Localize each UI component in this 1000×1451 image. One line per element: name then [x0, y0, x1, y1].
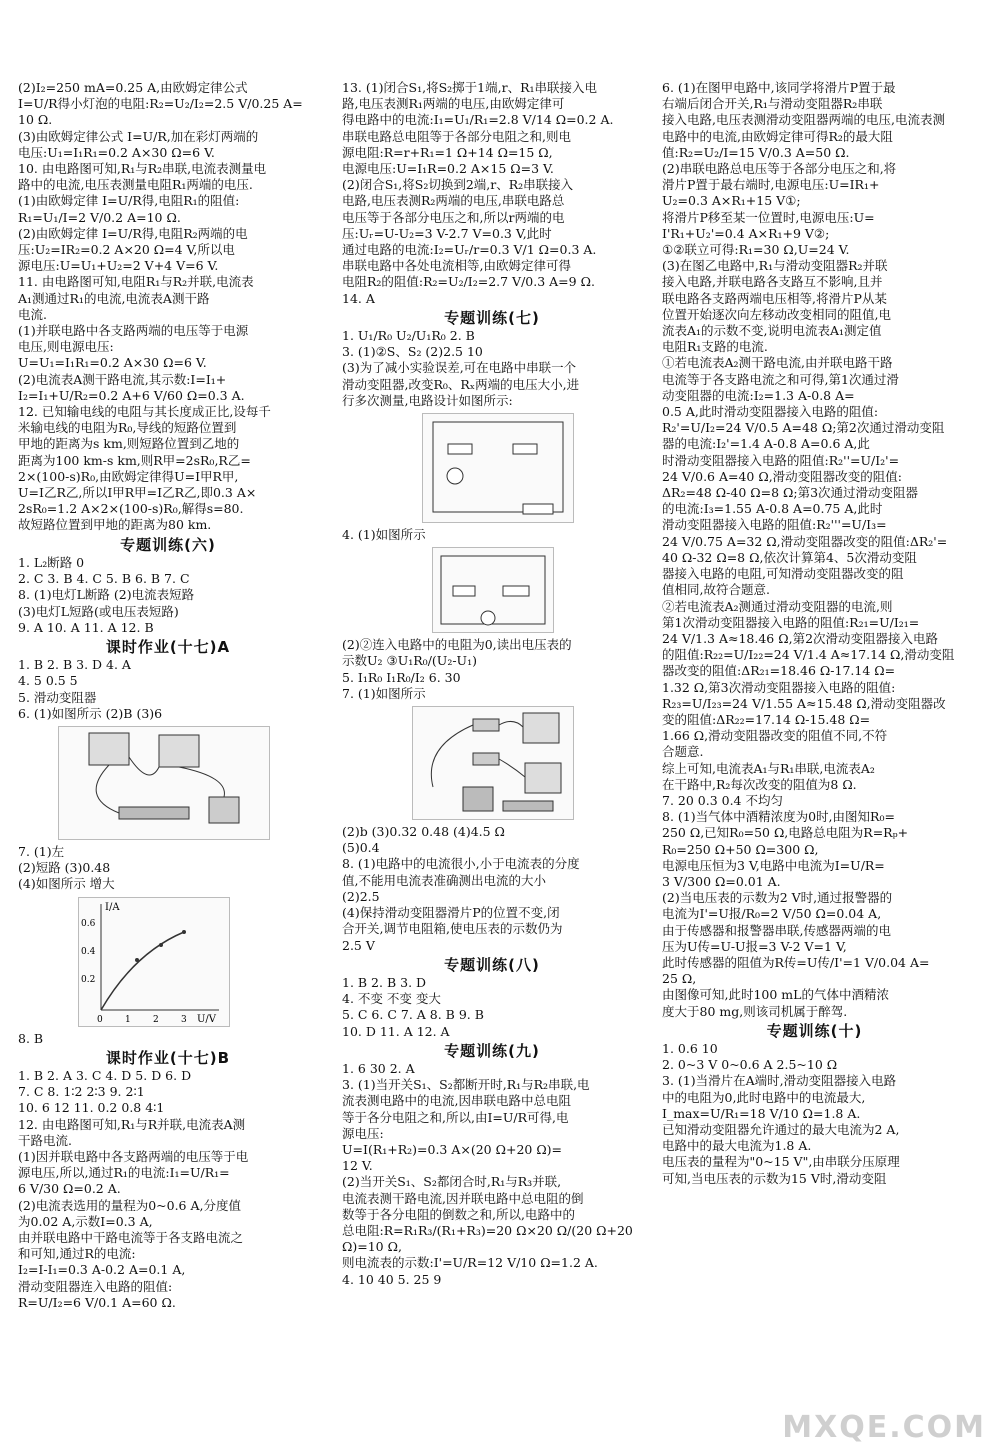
- answer-column-middle: [342, 80, 642, 1288]
- graph-x-label: U/V: [197, 1013, 217, 1025]
- graph-x-tick: 2: [153, 1014, 159, 1025]
- graph-y-label: I/A: [105, 901, 120, 913]
- site-watermark: MXQE.COM: [782, 1410, 986, 1445]
- answer-block: 6. (1)在图甲电路中,该同学将滑片P置于最 右端后闭合开关,R₁与滑动变阻器R₂串联 接入电路,电压表测滑动变阻器两端的电压,电流表测 电路中的电流,由欧姆定律可得R₂的最大阻 值:R₂=U₂/I=15 V/0.3 A=50 Ω. (2)串联电路总电压等于各部分电压之和,将 滑片P置于最右端时,电源电压:U=IR₁+ U₂=0.3 A×R₁+15 V①; 将滑片P移至某一位置时,电源电压:U= I'R₁+U₂'=0.4 A×R₁+9 V②; ①②联立可得:R₁=30 Ω,U=24 V. (3)在图乙电路中,R₁与滑动变阻器R₂并联 接入电路,并联电路各支路互不影响,且并 联电路各支路两端电压相等,将滑片P从某 位置开始逐次向左移动改变相同的阻值,电 流表A₁的示数不变,说明电流表A₁测定值 电阻R₁支路的电流. ①若电流表A₂测干路电流,由并联电路干路 电流等于各支路电流之和可得,第1次通过滑 动变阻器的电流:I₂=1.3 A-0.8 A= 0.5 A,此时滑动变阻器接入电路的阻值: R₂'=U/I₂=24 V/0.5 A=48 Ω;第2次通过滑动变阻 器的电流:I₂'=1.4 A-0.8 A=0.6 A,此 时滑动变阻器接入电路的阻值:R₂''=U/I₂'= 24 V/0.6 A=40 Ω,滑动变阻器改变的阻值: ΔR₂=48 Ω-40 Ω=8 Ω;第3次通过滑动变阻器 的电流:I₃=1.55 A-0.8 A=0.75 A,此时 滑动变阻器接入电路的阻值:R₂'''=U/I₃= 24 V/0.75 A=32 Ω,滑动变阻器改变的阻值:ΔR₂'= 40 Ω-32 Ω=8 Ω,依次计算第4、5次滑动变阻 器接入电路的电阻,可知滑动变阻器改变的阻 值相同,故符合题意. ②若电流表A₂测通过滑动变阻器的电流,则 第1次滑动变阻器接入电路的阻值:R₂₁=U/I₂₁= 24 V/1.3 A≈18.46 Ω,第2次滑动变阻器接入电路 的阻值:R₂₂=U/I₂₂=24 V/1.4 A≈17.14 Ω,滑动变阻 器改变的阻值:ΔR₂₁=18.46 Ω-17.14 Ω= 1.32 Ω,第3次滑动变阻器接入电路的阻值: R₂₃=U/I₂₃=24 V/1.55 A≈15.48 Ω,滑动变阻器改 变的阻值:ΔR₂₂=17.14 Ω-15.48 Ω= 1.66 Ω,滑动变阻器改变的阻值不同,不符 合题意. 综上可知,电流表A₁与R₁串联,电流表A₂ 在干路中,R₂每次改变的阻值为8 Ω. 7. 20 0.3 0.4 不均匀 8. (1)当气体中酒精浓度为0时,由图知R₀= 250 Ω,已知R₀=50 Ω,电路总电阻为R=Rₚ+ R₀=250 Ω+50 Ω=300 Ω, 电源电压恒为3 V,电路中电流为I=U/R= 3 V/300 Ω=0.01 A. (2)当电压表的示数为2 V时,通过报警器的 电流为I'=U报/R₀=2 V/50 Ω=0.04 A, 由于传感器和报警器串联,传感器两端的电 压为U传=U-U报=3 V-2 V=1 V, 此时传感器的阻值为R传=U传/I'=1 V/0.04 A= 25 Ω, 由图像可知,此时100 mL的气体中酒精浓 度大于80 mg,则该司机属于醉驾.: [662, 80, 955, 1019]
- circuit-diagram: [432, 547, 554, 633]
- circuit-photo-figure: [412, 706, 574, 820]
- answer-block: 4. (1)如图所示: [342, 527, 426, 543]
- section-heading: 专题训练(十): [766, 1021, 863, 1040]
- answer-block: (2)②连入电路中的电阻为0,读出电压表的 示数U₂ ③U₁R₀/(U₂-U₁) 5. I₁R₀ I₁R₀/I₂ 6. 30 7. (1)如图所示: [342, 637, 572, 701]
- section-heading: 专题训练(六): [120, 535, 216, 554]
- answer-block: 8. B: [18, 1030, 44, 1046]
- graph-x-tick: 3: [181, 1014, 187, 1025]
- section-heading: 专题训练(九): [444, 1041, 540, 1060]
- answer-block: 12. 已知输电线的电阻与其长度成正比,设每千 米输电线的电阻为R₀,导线的短路位置到 甲地的距离为s km,则短路位置到乙地的 距离为100 km-s km,则R甲=2sR₀,R乙= 2×(100-s)R₀,由欧姆定律得U=I甲R甲, U=I乙R乙,所以I甲R甲=I乙R乙,即0.3 A× 2sR₀=1.2 A×2×(100-s)R₀,解得s=80. 故短路位置到甲地的距离为80 km.: [18, 404, 271, 533]
- answer-block: 14. A: [342, 290, 375, 306]
- section-heading: 课时作业(十七)A: [105, 637, 231, 656]
- circuit-photo-figure: [58, 726, 270, 840]
- answer-block: 1. B 2. B 3. D 4. 不变 不变 变大 5. C 6. C 7. A 8. B 9. B 10. D 11. A 12. A: [342, 974, 484, 1039]
- answer-block: 1. 6 30 2. A 3. (1)当开关S₁、S₂都断开时,R₁与R₂串联,电 流表测电路中的电流,因串联电路中总电阻 等于各分电阻之和,所以,由I=U/R可得,电 源电压: U=I(R₁+R₂)=0.3 A×(20 Ω+20 Ω)= 12 V. (2)当开关S₁、S₂都闭合时,R₁与R₃并联, 电流表测干路电流,因并联电路中总电阻的倒 数等于各分电阻的倒数之和,所以,电路中的 总电阻:R=R₁R₃/(R₁+R₃)=20 Ω×20 Ω/(20 Ω+20 Ω)=10 Ω, 则电流表的示数:I'=U/R=12 V/10 Ω=1.2 A. 4. 10 40 5. 25 9: [342, 1060, 633, 1287]
- graph-y-tick: 0.4: [81, 946, 96, 957]
- answer-block: 1. L₂断路 0 2. C 3. B 4. C 5. B 6. B 7. C 8. (1)电灯L断路 (2)电流表短路 (3)电灯L短路(或电压表短路) 9. A 10. A 11. A 12. B: [18, 554, 195, 635]
- graph-y-tick: 0.6: [81, 918, 96, 929]
- graph-x-tick: 0: [97, 1014, 103, 1025]
- apparatus-illustration: [59, 727, 269, 839]
- answer-block: 10. 由电路图可知,R₁与R₂串联,电流表测量电 路中的电流,电压表测量电阻R₁两端的电压. (1)由欧姆定律 I=U/R得,电阻R₁的阻值: R₁=U₁/I=2 V/0.2 A=10 Ω. (2)由欧姆定律 I=U/R得,电阻R₂两端的电 压:U₂=IR₂=0.2 A×20 Ω=4 V,所以电 源电压:U=U₁+U₂=2 V+4 V=6 V.: [18, 161, 267, 274]
- answer-column-left: [18, 80, 318, 1311]
- answer-block: (2)I₂=250 mA=0.25 A,由欧姆定律公式 I=U/R得小灯泡的电阻:R₂=U₂/I₂=2.5 V/0.25 A= 10 Ω.: [18, 80, 303, 128]
- answer-block: 1. B 2. A 3. C 4. D 5. D 6. D 7. C 8. 1∶2 2∶3 9. 2∶1 10. 6 12 11. 0.2 0.8 4∶1 12. 由电路图可知,R₁与R并联,电流表A测 干路电流. (1)因并联电路中各支路两端的电压等于电 源电压,所以,通过R₁的电流:I₁=U/R₁= 6 V/30 Ω=0.2 A. (2)电流表选用的量程为0~0.6 A,分度值 为0.02 A,示数I=0.3 A, 由并联电路中干路电流等于各支路电流之 和可知,通过R的电流: I₂=I-I₁=0.3 A-0.2 A=0.1 A, 滑动变阻器连入电路的阻值: R=U/I₂=6 V/0.1 A=60 Ω.: [18, 1067, 249, 1310]
- answer-block: 11. 由电路图可知,电阻R₁与R₂并联,电流表 A₁测通过R₁的电流,电流表A测干路 电流. (1)并联电路中各支路两端的电压等于电源 电压,则电源电压: U=U₁=I₁R₁=0.2 A×30 Ω=6 V. (2)电流表A测干路电流,其示数:I=I₁+ I₂=I₁+U/R₂=0.2 A+6 V/60 Ω=0.3 A.: [18, 274, 254, 403]
- section-heading: 专题训练(八): [444, 955, 540, 974]
- iu-curve-chart: [79, 898, 229, 1026]
- graph-x-tick: 1: [125, 1014, 131, 1025]
- answer-column-right: [662, 80, 967, 1187]
- circuit-schematic-2: [433, 548, 553, 632]
- iu-graph: [78, 897, 230, 1027]
- circuit-schematic-1: [423, 414, 573, 522]
- section-heading: 专题训练(七): [444, 308, 540, 327]
- answer-block: 7. (1)左 (2)短路 (3)0.48 (4)如图所示 增大: [18, 843, 115, 892]
- answer-block: 1. B 2. B 3. D 4. A 4. 5 0.5 5 5. 滑动变阻器 6. (1)如图所示 (2)B (3)6: [18, 657, 163, 721]
- apparatus-illustration-2: [413, 707, 573, 819]
- answer-block: 1. 0.6 10 2. 0~3 V 0~0.6 A 2.5~10 Ω 3. (1)当滑片在A端时,滑动变阻器接入电路 中的电阻为0,此时电路中的电流最大, I_max=U/R₁=18 V/10 Ω=1.8 A. 已知滑动变阻器允许通过的最大电流为2 A, 电路中的最大电流为1.8 A. 电压表的量程为"0~15 V",由串联分压原理 可知,当电压表的示数为15 V时,滑动变阻: [662, 1040, 900, 1186]
- graph-y-tick: 0.2: [81, 974, 96, 985]
- answer-block: 1. U₁/R₀ U₂/U₁R₀ 2. B 3. (1)②S、S₂ (2)2.5 10 (3)为了减小实验误差,可在电路中串联一个 滑动变阻器,改变R₀、Rₓ两端的电压大小,进 行多次测量,电路设计如图所示:: [342, 328, 580, 408]
- circuit-diagram: [422, 413, 574, 523]
- section-heading: 课时作业(十七)B: [105, 1048, 231, 1067]
- answer-block: (2)b (3)0.32 0.48 (4)4.5 Ω (5)0.4 8. (1)电路中的电流很小,小于电流表的分度 值,不能用电流表准确测出电流的大小 (2)2.5 (4)保持滑动变阻器滑片P的位置不变,闭 合开关,调节电阻箱,使电压表的示数仍为 2.5 V: [342, 824, 580, 953]
- answer-block: (3)由欧姆定律公式 I=U/R,加在彩灯两端的 电压:U₁=I₁R₁=0.2 A×30 Ω=6 V.: [18, 128, 259, 160]
- answer-block: 13. (1)闭合S₁,将S₂掷于1端,r、R₁串联接入电 路,电压表测R₁两端的电压,由欧姆定律可 得电路中的电流:I₁=U₁/R₁=2.8 V/14 Ω=0.2 A. 串联电路总电阻等于各部分电阻之和,则电 源电阻:R=r+R₁=1 Ω+14 Ω=15 Ω, 电源电压:U=I₁R=0.2 A×15 Ω=3 V. (2)闭合S₁,将S₂切换到2端,r、R₂串联接入 电路,电压表测R₂两端的电压,串联电路总 电压等于各部分电压之和,所以r两端的电 压:Uᵣ=U-U₂=3 V-2.7 V=0.3 V,此时 通过电路的电流:I₂=Uᵣ/r=0.3 V/1 Ω=0.3 A. 串联电路中各处电流相等,由欧姆定律可得 电阻R₂的阻值:R₂=U₂/I₂=2.7 V/0.3 A=9 Ω.: [342, 80, 614, 290]
